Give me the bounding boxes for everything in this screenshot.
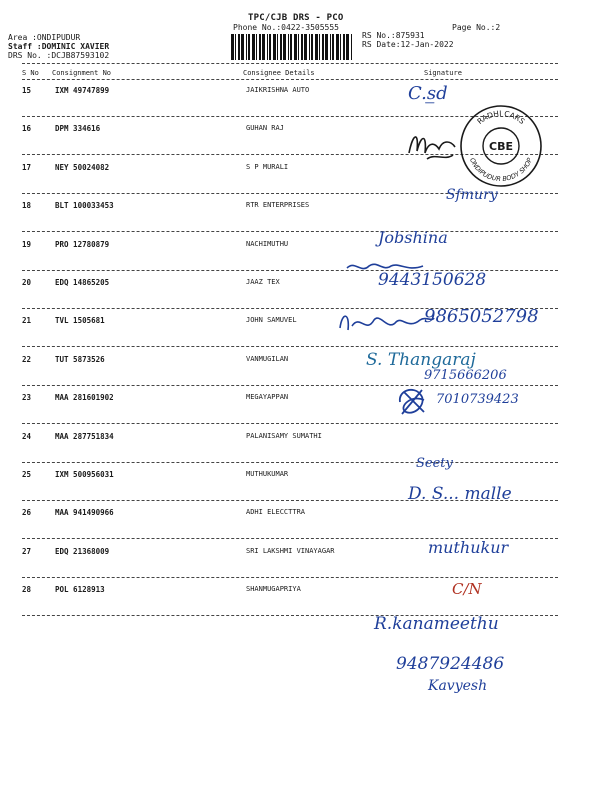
row-sno: 18 bbox=[22, 201, 32, 210]
barcode-bar bbox=[280, 34, 282, 60]
row-consignee: VANMUGILAN bbox=[246, 355, 289, 363]
drs-number: DRS No. :DCJB87593102 bbox=[8, 51, 110, 60]
row-consignee: SHANMUGAPRIYA bbox=[246, 585, 301, 593]
row-consignee: GUHAN RAJ bbox=[246, 124, 284, 132]
row-sno: 23 bbox=[22, 393, 32, 402]
signature-23: Seety bbox=[416, 456, 453, 471]
barcode-bar bbox=[322, 34, 324, 60]
barcode-bar bbox=[231, 34, 234, 60]
barcode-bar bbox=[311, 34, 313, 60]
row-consignee: MEGAYAPPAN bbox=[246, 393, 289, 401]
row-consignment: PRO 12780879 bbox=[55, 240, 110, 249]
signature-21-phone: 9715666206 bbox=[424, 368, 507, 383]
barcode-bar bbox=[309, 34, 310, 60]
svg-text:RADHI CARS bbox=[475, 109, 526, 126]
staff-field: Staff :DOMINIC XAVIER bbox=[8, 42, 110, 51]
row-consignment: NEY 50024082 bbox=[55, 163, 110, 172]
row-consignment: BLT 100033453 bbox=[55, 201, 114, 210]
barcode-bar bbox=[241, 34, 244, 60]
signature-24: D. S... malle bbox=[408, 484, 512, 504]
row-consignment: DPM 334616 bbox=[55, 124, 101, 133]
barcode-bar bbox=[336, 34, 339, 60]
divider bbox=[22, 385, 558, 386]
signature-22-scribble-icon bbox=[394, 384, 434, 418]
signature-25: muthukur bbox=[428, 538, 509, 557]
column-header-signature: Signature bbox=[424, 69, 462, 77]
divider bbox=[22, 577, 558, 578]
stamp-top-text: RADHI CARS bbox=[475, 108, 527, 127]
document-title: TPC/CJB DRS - PCO bbox=[248, 13, 344, 23]
barcode-bar bbox=[290, 34, 292, 60]
barcode-icon bbox=[230, 34, 355, 60]
row-consignment: MAA 941490966 bbox=[55, 508, 114, 517]
barcode-bar bbox=[294, 34, 297, 60]
row-consignee: MUTHUKUMAR bbox=[246, 470, 289, 478]
column-header-consignment: Consignment No bbox=[52, 69, 112, 77]
row-consignee: SRI LAKSHMI VINAYAGAR bbox=[246, 547, 335, 555]
divider bbox=[22, 346, 558, 347]
row-sno: 24 bbox=[22, 432, 32, 441]
row-sno: 26 bbox=[22, 508, 32, 517]
row-consignee: JAAZ TEX bbox=[246, 278, 280, 286]
barcode-bar bbox=[340, 34, 341, 60]
page-number: Page No.:2 bbox=[452, 23, 501, 32]
barcode-bar bbox=[235, 34, 236, 60]
divider bbox=[22, 462, 558, 463]
signature-26: C/N bbox=[452, 580, 482, 598]
rs-number: RS No.:875931 bbox=[362, 31, 425, 40]
row-sno: 16 bbox=[22, 124, 32, 133]
barcode-bar bbox=[330, 34, 331, 60]
barcode-bar bbox=[315, 34, 318, 60]
barcode-bar bbox=[288, 34, 289, 60]
divider bbox=[22, 79, 558, 80]
barcode-bar bbox=[351, 34, 352, 60]
row-sno: 28 bbox=[22, 585, 32, 594]
signature-15: C.s̲̲d bbox=[408, 83, 448, 104]
stamp-center-text: CBE bbox=[489, 140, 513, 153]
row-sno: 20 bbox=[22, 278, 32, 287]
row-sno: 22 bbox=[22, 355, 32, 364]
signature-18: Jobshina bbox=[378, 228, 448, 247]
row-consignment: EDQ 21368009 bbox=[55, 547, 110, 556]
barcode-bar bbox=[259, 34, 261, 60]
row-consignee: S P MURALI bbox=[246, 163, 289, 171]
barcode-bar bbox=[277, 34, 278, 60]
stamp-bottom-text: ONDIPUDUR BODY SHOP bbox=[468, 156, 534, 184]
row-consignee: NACHIMUTHU bbox=[246, 240, 289, 248]
barcode-bar bbox=[343, 34, 345, 60]
row-consignment: MAA 287751834 bbox=[55, 432, 114, 441]
barcode-bar bbox=[304, 34, 307, 60]
divider bbox=[22, 423, 558, 424]
signature-22-phone: 7010739423 bbox=[436, 392, 519, 407]
barcode-bar bbox=[248, 34, 250, 60]
row-consignment: EDQ 14865205 bbox=[55, 278, 110, 287]
row-consignment: MAA 281601902 bbox=[55, 393, 114, 402]
row-sno: 25 bbox=[22, 470, 32, 479]
row-sno: 27 bbox=[22, 547, 32, 556]
barcode-bar bbox=[325, 34, 328, 60]
area-field: Area :ONDIPUDUR bbox=[8, 33, 81, 42]
row-consignment: POL 6128913 bbox=[55, 585, 105, 594]
barcode-bar bbox=[252, 34, 255, 60]
divider bbox=[22, 63, 558, 64]
row-consignee: RTR ENTERPRISES bbox=[246, 201, 310, 209]
barcode-bar bbox=[319, 34, 320, 60]
column-header-sno: S No bbox=[22, 69, 39, 77]
row-sno: 19 bbox=[22, 240, 32, 249]
row-consignment: TVL 1505681 bbox=[55, 316, 105, 325]
row-sno: 17 bbox=[22, 163, 32, 172]
signature-19-phone: 9443150628 bbox=[378, 270, 487, 290]
barcode-bar bbox=[298, 34, 299, 60]
barcode-bar bbox=[246, 34, 247, 60]
signature-28-phone: 9487924486 bbox=[396, 654, 505, 674]
signature-20-phone: 9865052798 bbox=[424, 306, 539, 327]
column-header-consignee: Consignee Details bbox=[243, 69, 315, 77]
signature-27: R.kanameethu bbox=[374, 614, 499, 634]
row-consignment: IXM 500956031 bbox=[55, 470, 114, 479]
barcode-bar bbox=[262, 34, 265, 60]
rs-date: RS Date:12-Jan-2022 bbox=[362, 40, 454, 49]
barcode-bar bbox=[269, 34, 271, 60]
row-consignment: IXM 49747899 bbox=[55, 86, 110, 95]
signature-21-name: S. Thangaraj bbox=[366, 350, 476, 370]
row-sno: 21 bbox=[22, 316, 32, 325]
phone-number: Phone No.:0422-3505555 bbox=[233, 23, 339, 32]
barcode-bar bbox=[256, 34, 257, 60]
signature-16-icon bbox=[405, 123, 475, 168]
divider bbox=[22, 231, 558, 232]
barcode-bar bbox=[332, 34, 334, 60]
barcode-bar bbox=[283, 34, 286, 60]
row-sno: 15 bbox=[22, 86, 32, 95]
row-consignee: PALANISAMY SUMATHI bbox=[246, 432, 322, 440]
signature-28-name: Kavyesh bbox=[428, 678, 488, 694]
row-consignee: JOHN SAMUVEL bbox=[246, 316, 297, 324]
barcode-bar bbox=[346, 34, 349, 60]
barcode-bar bbox=[238, 34, 240, 60]
row-consignment: TUT 5873526 bbox=[55, 355, 105, 364]
row-consignee: ADHI ELECCTTRA bbox=[246, 508, 306, 516]
row-consignee: JAIKRISHNA AUTO bbox=[246, 86, 310, 94]
barcode-bar bbox=[267, 34, 268, 60]
signature-20-scribble-icon bbox=[336, 308, 436, 338]
signature-17: Sfmury bbox=[446, 187, 498, 203]
barcode-bar bbox=[273, 34, 276, 60]
barcode-bar bbox=[301, 34, 303, 60]
